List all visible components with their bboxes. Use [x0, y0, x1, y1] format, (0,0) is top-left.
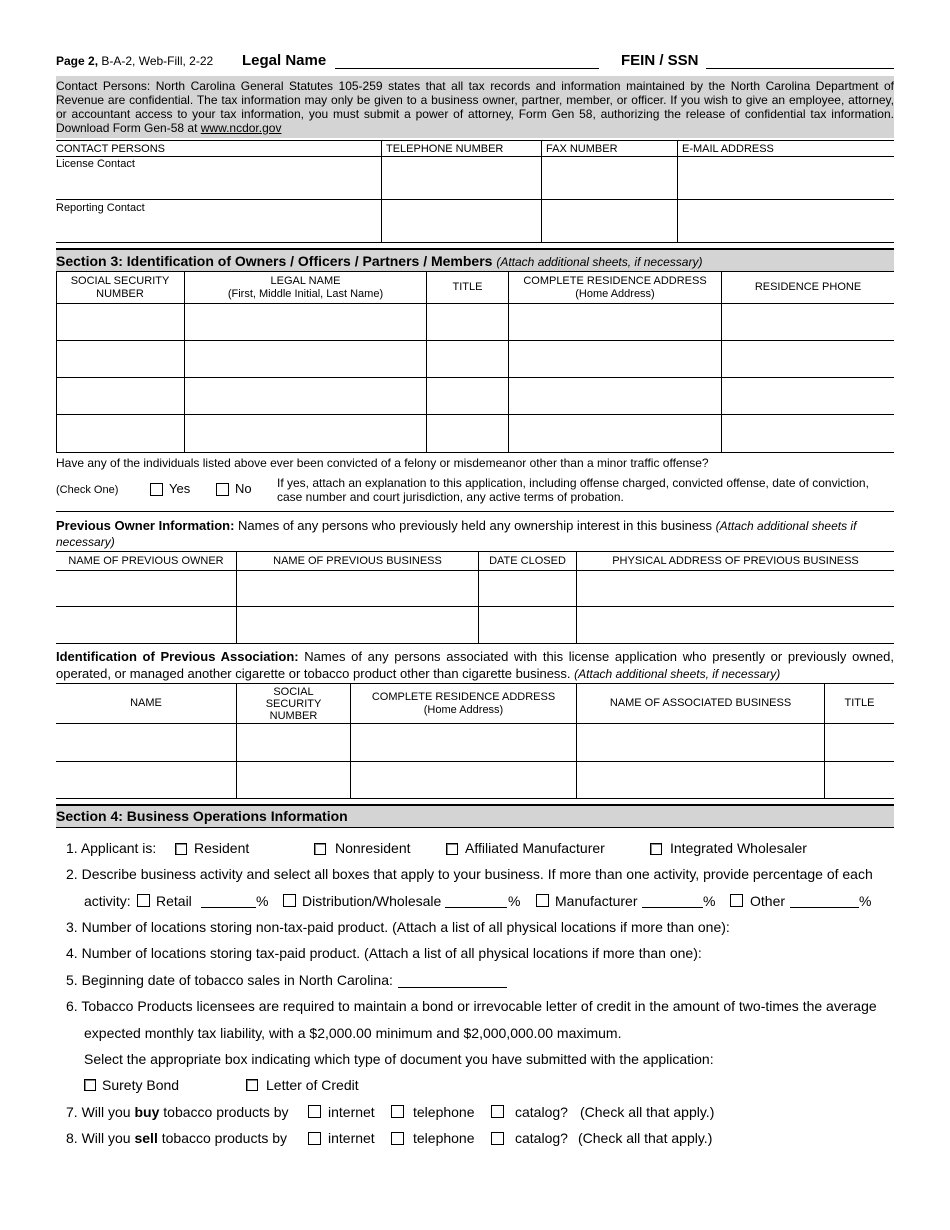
license-contact-fax-input[interactable]	[542, 157, 677, 199]
integrated-wholesaler-checkbox[interactable]	[650, 843, 662, 855]
prev-owner-header-date: DATE CLOSED	[489, 554, 566, 567]
letter-of-credit-label: Letter of Credit	[266, 1077, 359, 1093]
sell-internet-checkbox[interactable]	[308, 1132, 321, 1145]
conviction-if-yes: If yes, attach an explanation to this application, including offense charged, convicted offense, date of conviction, case number and court jurisdiction, any active terms of probation.	[277, 476, 869, 504]
reporting-contact-label: Reporting Contact	[56, 202, 145, 214]
section4-title: Section 4: Business Operations Information	[56, 808, 348, 824]
owners-header-phone: RESIDENCE PHONE	[754, 281, 862, 293]
license-contact-phone-input[interactable]	[382, 157, 541, 199]
reporting-contact-phone-input[interactable]	[382, 200, 541, 242]
buy-catalog-checkbox[interactable]	[491, 1105, 504, 1118]
buy-internet-checkbox[interactable]	[308, 1105, 321, 1118]
conviction-no-checkbox[interactable]	[216, 483, 229, 496]
affiliated-manufacturer-label: Affiliated Manufacturer	[465, 840, 605, 856]
q6-text2: expected monthly tax liability, with a $2,000.00 minimum and $2,000,000.00 maximum.	[84, 1025, 622, 1041]
prev-owner-header-business: NAME OF PREVIOUS BUSINESS	[273, 554, 442, 567]
reporting-contact-email-input[interactable]	[678, 200, 894, 242]
sell-internet-label: internet	[328, 1130, 375, 1146]
surety-bond-checkbox[interactable]	[84, 1079, 96, 1091]
other-pct-field[interactable]	[790, 907, 859, 908]
other-pct-label: %	[859, 893, 872, 909]
sell-catalog-label: catalog?	[515, 1130, 568, 1146]
table-row[interactable]	[57, 378, 894, 414]
table-row[interactable]	[56, 607, 894, 643]
license-contact-input[interactable]	[56, 170, 381, 199]
nonresident-label: Nonresident	[335, 840, 411, 856]
check-one-label: (Check One)	[56, 484, 119, 496]
table-row[interactable]	[57, 341, 894, 377]
previous-association-intro: Identification of Previous Association: Names of any persons associated with this license application who presently or previously owned, operated, or managed another cigarette or tobacco product other than cigarette business. (Attach additional sheets, if necessary)	[56, 649, 895, 681]
assoc-header-title: TITLE	[844, 697, 875, 709]
buy-telephone-checkbox[interactable]	[391, 1105, 404, 1118]
q5: 5. Beginning date of tobacco sales in North Carolina:	[66, 972, 393, 988]
contacts-header-email: E-MAIL ADDRESS	[682, 143, 774, 155]
conviction-question: Have any of the individuals listed above ever been convicted of a felony or misdemeanor other than a minor traffic offense?	[56, 456, 709, 470]
fein-field[interactable]	[706, 68, 894, 69]
buy-catalog-label: catalog?	[515, 1104, 568, 1120]
buy-internet-label: internet	[328, 1104, 375, 1120]
resident-checkbox[interactable]	[175, 843, 187, 855]
previous-owner-intro: Previous Owner Information: Names of any persons who previously held any ownership interest in this business (Attach additional sheets if necessary)	[56, 518, 857, 549]
sell-telephone-checkbox[interactable]	[391, 1132, 404, 1145]
buy-check-all-note: (Check all that apply.)	[580, 1104, 715, 1120]
q1: 1. Applicant is:	[66, 840, 157, 856]
reporting-contact-input[interactable]	[56, 214, 381, 242]
legal-name-label: Legal Name	[242, 52, 327, 69]
q6: 6. Tobacco Products licensees are required to maintain a bond or irrevocable letter of credit in the amount of two-times the average	[66, 998, 877, 1014]
nonresident-checkbox[interactable]	[314, 843, 326, 855]
license-contact-label: License Contact	[56, 158, 135, 170]
integrated-wholesaler-label: Integrated Wholesaler	[670, 840, 807, 856]
page-number: Page 2, B-A-2, Web-Fill, 2-22	[56, 54, 214, 68]
manufacturer-pct-field[interactable]	[642, 907, 703, 908]
table-row[interactable]	[56, 571, 894, 606]
sell-check-all-note: (Check all that apply.)	[578, 1130, 713, 1146]
license-contact-email-input[interactable]	[678, 157, 894, 199]
table-row[interactable]	[57, 304, 894, 340]
manufacturer-checkbox[interactable]	[536, 894, 549, 907]
resident-label: Resident	[194, 840, 250, 856]
conviction-yes-checkbox[interactable]	[150, 483, 163, 496]
ncdor-link[interactable]: www.ncdor.gov	[200, 121, 282, 135]
assoc-header-address: COMPLETE RESIDENCE ADDRESS (Home Address)	[371, 690, 556, 716]
beginning-date-field[interactable]	[398, 987, 507, 988]
assoc-header-ssn: SOCIAL SECURITY NUMBER	[265, 685, 322, 722]
sell-telephone-label: telephone	[413, 1130, 475, 1146]
owners-header-ssn: SOCIAL SECURITY NUMBER	[70, 274, 170, 300]
retail-checkbox[interactable]	[137, 894, 150, 907]
assoc-header-business: NAME OF ASSOCIATED BUSINESS	[609, 697, 792, 709]
manufacturer-label: Manufacturer	[555, 893, 638, 909]
legal-name-field[interactable]	[335, 68, 599, 69]
owners-header-address: COMPLETE RESIDENCE ADDRESS (Home Address)	[523, 274, 707, 300]
contacts-header-name: CONTACT PERSONS	[56, 143, 165, 155]
contact-notice: Contact Persons: North Carolina General Statutes 105-259 states that all tax records and information maintained by the North Carolina Department of Revenue are confidential. The tax information may only be given to a business owner, partner, member, or officer. If you wish to give an employee, attorney, or accountant access to your tax information, you must submit a power of attorney, Form Gen 58, authorizing the release of confidential tax information. Download Form Gen-58 at www.ncdor.gov	[56, 79, 894, 135]
other-checkbox[interactable]	[730, 894, 743, 907]
q7: 7. Will you buy tobacco products by	[66, 1104, 289, 1120]
distribution-checkbox[interactable]	[283, 894, 296, 907]
owners-header-legal-name: LEGAL NAME (First, Middle Initial, Last Name)	[227, 274, 384, 300]
reporting-contact-fax-input[interactable]	[542, 200, 677, 242]
manufacturer-pct-label: %	[703, 893, 716, 909]
distribution-pct-label: %	[508, 893, 521, 909]
distribution-label: Distribution/Wholesale	[302, 893, 442, 909]
distribution-pct-field[interactable]	[445, 907, 507, 908]
retail-pct-field[interactable]	[201, 907, 256, 908]
activity-label: activity:	[84, 893, 131, 909]
prev-owner-header-address: PHYSICAL ADDRESS OF PREVIOUS BUSINESS	[612, 554, 859, 567]
contacts-header-phone: TELEPHONE NUMBER	[386, 143, 504, 155]
q3: 3. Number of locations storing non-tax-paid product. (Attach a list of all physical locations if more than one):	[66, 919, 730, 935]
other-label: Other	[750, 893, 786, 909]
prev-owner-header-name: NAME OF PREVIOUS OWNER	[68, 554, 224, 567]
section3-title: Section 3: Identification of Owners / Officers / Partners / Members (Attach additional sheets, if necessary)	[56, 253, 703, 269]
retail-label: Retail	[156, 893, 192, 909]
sell-catalog-checkbox[interactable]	[491, 1132, 504, 1145]
conviction-no-label: No	[235, 481, 252, 496]
retail-pct-label: %	[256, 893, 269, 909]
q8: 8. Will you sell tobacco products by	[66, 1130, 288, 1146]
buy-telephone-label: telephone	[413, 1104, 475, 1120]
fein-label: FEIN / SSN	[621, 52, 699, 69]
q2: 2. Describe business activity and select all boxes that apply to your business. If more than one activity, provide percentage of each	[66, 866, 873, 882]
assoc-header-name: NAME	[130, 697, 162, 709]
table-row[interactable]	[56, 762, 894, 798]
affiliated-manufacturer-checkbox[interactable]	[446, 843, 458, 855]
q4: 4. Number of locations storing tax-paid product. (Attach a list of all physical locations if more than one):	[66, 945, 702, 961]
table-row[interactable]	[57, 415, 894, 452]
q6-text3: Select the appropriate box indicating which type of document you have submitted with the application:	[84, 1051, 714, 1067]
contacts-header-fax: FAX NUMBER	[546, 143, 618, 155]
surety-bond-label: Surety Bond	[102, 1077, 180, 1093]
table-row[interactable]	[56, 724, 894, 761]
letter-of-credit-checkbox[interactable]	[246, 1079, 258, 1091]
conviction-yes-label: Yes	[169, 481, 191, 496]
owners-header-title: TITLE	[452, 281, 483, 293]
